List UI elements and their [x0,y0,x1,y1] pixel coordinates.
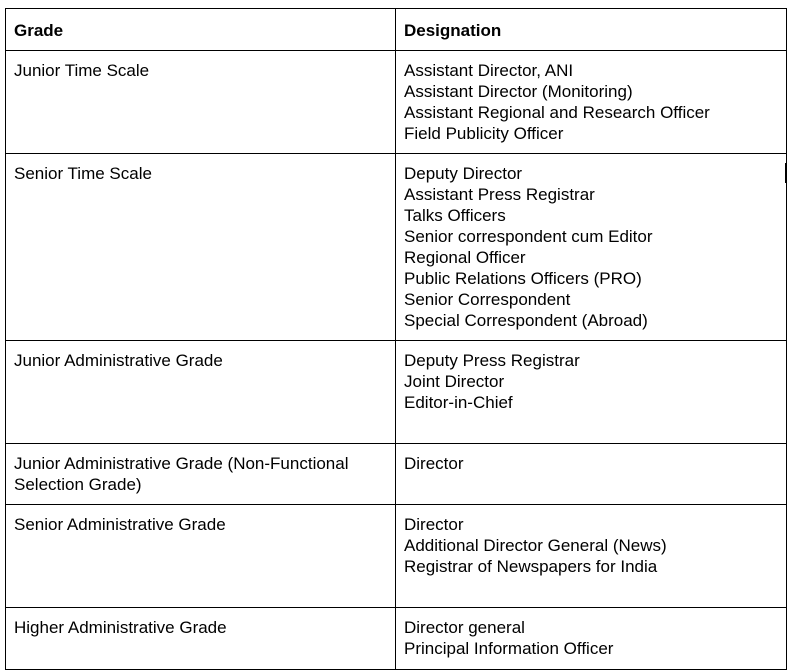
designation-cell [396,608,787,670]
designation-item: Assistant Director, ANI [404,61,574,80]
designation-item: Assistant Director (Monitoring) [404,82,633,101]
designation-item: Regional Officer [404,248,526,267]
table-row [6,341,787,444]
grade-text: Junior Time Scale [14,61,150,80]
designation-item: Assistant Regional and Research Officer [404,103,710,122]
header-designation: Designation [396,9,787,51]
designation-item: Principal Information Officer [404,639,614,658]
table-row [6,51,787,154]
header-row [6,9,787,51]
grade-text: Senior Administrative Grade [14,515,226,534]
grade-cell [6,341,396,444]
table-body [6,51,787,670]
designation-item: Deputy Director [404,164,523,183]
designation-item: Assistant Press Registrar [404,185,595,204]
designation-item: Field Publicity Officer [404,124,564,143]
grade-cell [6,608,396,670]
designation-item: Talks Officers [404,206,506,225]
designation-cell [396,341,787,444]
header-grade: Grade [6,9,396,51]
table-row [6,444,787,505]
designation-cell [396,51,787,154]
designation-item: Senior Correspondent [404,290,571,309]
designation-item: Joint Director [404,372,505,391]
designation-cell [396,154,787,341]
designation-cell [396,505,787,608]
designation-item: Registrar of Newspapers for India [404,557,658,576]
designation-item: Director [404,454,464,473]
designation-item: Public Relations Officers (PRO) [404,269,642,288]
table-row [6,608,787,670]
table-header [6,9,787,51]
grade-text: Junior Administrative Grade [14,351,223,370]
designation-item: Director [404,515,464,534]
grade-designation-table [5,8,787,670]
grade-text: Junior Administrative Grade (Non-Functional Selection Grade) [14,454,349,494]
grade-cell [6,505,396,608]
designation-item: Deputy Press Registrar [404,351,580,370]
designation-item: Additional Director General (News) [404,536,667,555]
grade-cell [6,444,396,505]
grade-text: Higher Administrative Grade [14,618,227,637]
designation-item: Director general [404,618,525,637]
grade-cell [6,51,396,154]
designation-item: Editor-in-Chief [404,393,513,412]
designation-cell [396,444,787,505]
grade-cell [6,154,396,341]
grade-text: Senior Time Scale [14,164,152,183]
designation-item: Special Correspondent (Abroad) [404,311,648,330]
table-row [6,505,787,608]
text-cursor-mark [785,163,786,183]
table-row [6,154,787,341]
designation-item: Senior correspondent cum Editor [404,227,653,246]
